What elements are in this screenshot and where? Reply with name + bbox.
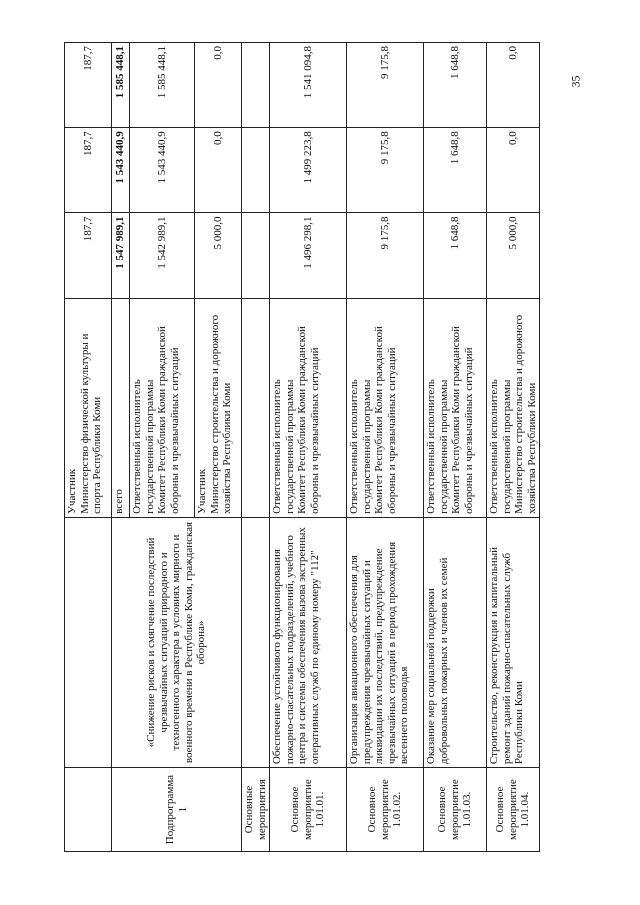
- activity-name: Строительство, реконструкция и капитальный ремонт зданий пожарно-спасательных служб Республики Коми: [487, 517, 540, 767]
- total-value: 1 547 989,1: [112, 213, 130, 298]
- value-cell: 1 542 989,1: [130, 213, 195, 298]
- budget-table: [64, 42, 540, 852]
- table-row: [112, 43, 130, 852]
- value-cell: 5 000,0: [487, 213, 540, 298]
- activity-name: Оказание мер социальной поддержки добровольных пожарных и членов их семей: [424, 517, 487, 767]
- total-value: 1 585 448,1: [112, 43, 130, 128]
- value-cell: 1 648,8: [424, 128, 487, 213]
- value-cell: 9 175,8: [347, 213, 424, 298]
- empty-cell: [242, 43, 270, 128]
- participant-cell: Участник Министерство физической культуры и спорта Республики Коми: [65, 298, 112, 517]
- executor-cell: Ответственный исполнитель государственной программы Комитет Республики Коми гражданской обороны и чрезвычайных ситуаций: [347, 298, 424, 517]
- participant-cell: Участник Министерство строительства и дорожного хозяйства Республики Коми: [195, 298, 242, 517]
- value-cell: 9 175,8: [347, 128, 424, 213]
- value-cell: 1 585 448,1: [130, 43, 195, 128]
- value-cell: 0,0: [487, 43, 540, 128]
- activity-code: Основное мероприятие 1.01.01.: [270, 768, 347, 852]
- total-label: всего: [112, 298, 130, 517]
- value-cell: 0,0: [195, 128, 242, 213]
- value-cell: 0,0: [195, 43, 242, 128]
- empty-cell: [242, 298, 270, 517]
- value-cell: 0,0: [487, 128, 540, 213]
- value-cell: 1 541 094,8: [270, 43, 347, 128]
- value-cell: 1 543 440,9: [130, 128, 195, 213]
- empty-cell: [242, 128, 270, 213]
- subprogram-code: Подпрограмма 1: [112, 768, 242, 852]
- page-number: 35: [568, 75, 583, 88]
- value-cell: 1 499 223,8: [270, 128, 347, 213]
- subprogram-name: «Снижение рисков и смягчение последствий чрезвычайных ситуаций природного и техногенного характера в условиях мирного и военного времени в Республике Коми, гражданская оборона»: [112, 517, 242, 767]
- value-cell: 187,7: [65, 43, 112, 128]
- table-row: [487, 43, 540, 852]
- executor-cell: Ответственный исполнитель государственной программы Комитет Республики Коми гражданской обороны и чрезвычайных ситуаций: [270, 298, 347, 517]
- value-cell: 9 175,8: [347, 43, 424, 128]
- value-cell: 187,7: [65, 128, 112, 213]
- table-row: [424, 43, 487, 852]
- executor-cell: Ответственный исполнитель государственной программы Комитет Республики Коми гражданской обороны и чрезвычайных ситуаций: [424, 298, 487, 517]
- activity-code: Основное мероприятие 1.01.04.: [487, 768, 540, 852]
- value-cell: 5 000,0: [195, 213, 242, 298]
- name-cell: [65, 517, 112, 767]
- table-row: [270, 43, 347, 852]
- executor-cell: Ответственный исполнитель государственной программы Комитет Республики Коми гражданской обороны и чрезвычайных ситуаций: [130, 298, 195, 517]
- empty-cell: [242, 517, 270, 767]
- table-row: [347, 43, 424, 852]
- activity-name: Обеспечение устойчивого функционирования пожарно-спасательных подразделений, учебного центра и системы обеспечения вызова экстренных оперативных служб по единому номеру "112": [270, 517, 347, 767]
- budget-table-sheet: [64, 42, 589, 852]
- activity-code: Основное мероприятие 1.01.03.: [424, 768, 487, 852]
- value-cell: 187,7: [65, 213, 112, 298]
- value-cell: 1 648,8: [424, 213, 487, 298]
- total-value: 1 543 440,9: [112, 128, 130, 213]
- empty-cell: [242, 213, 270, 298]
- activity-name: Организация авиационного обеспечения для предупреждения чрезвычайных ситуаций и ликвидации их последствий, предупреждение чрезвычайных ситуаций в период прохождения весеннего половодья: [347, 517, 424, 767]
- table-row: [242, 43, 270, 852]
- value-cell: 1 496 298,1: [270, 213, 347, 298]
- value-cell: 1 648,8: [424, 43, 487, 128]
- activity-code: Основное мероприятие 1.01.02.: [347, 768, 424, 852]
- code-cell: [65, 768, 112, 852]
- table-row: [65, 43, 112, 852]
- main-activities-label: Основные мероприятия: [242, 768, 270, 852]
- executor-cell: Ответственный исполнитель государственной программы Министерство строительства и дорожного хозяйства Республики Коми: [487, 298, 540, 517]
